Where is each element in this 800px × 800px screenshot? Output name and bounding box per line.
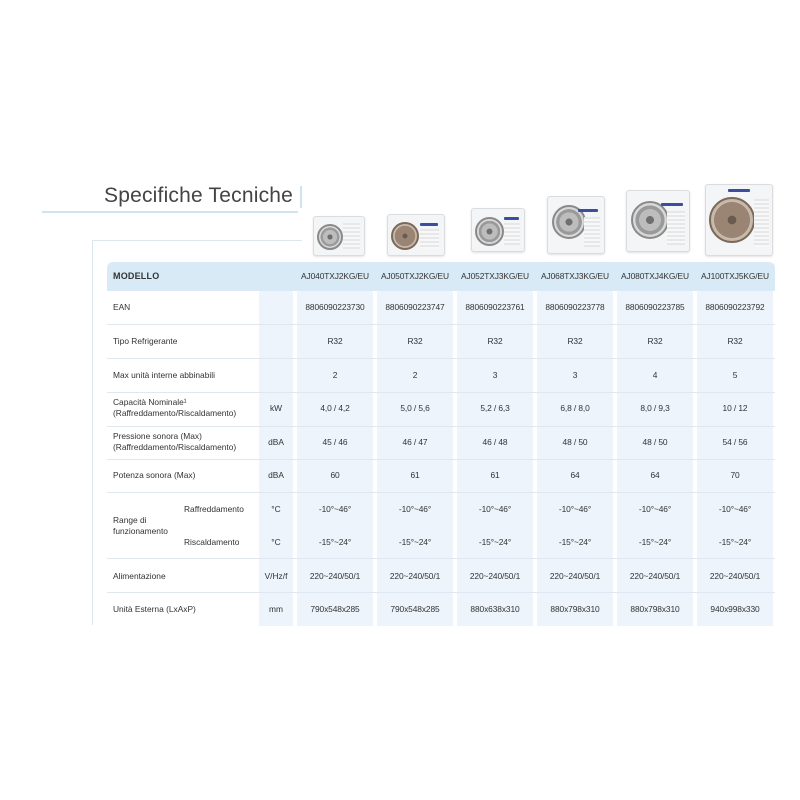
product-image-aj040 bbox=[313, 216, 365, 256]
unit-label: dBA bbox=[268, 470, 284, 480]
table-cell: 48 / 50 bbox=[642, 437, 668, 447]
row-label-cooling: Raffreddamento bbox=[184, 504, 244, 514]
table-header bbox=[107, 262, 775, 291]
table-cell: 880x798x310 bbox=[630, 604, 680, 614]
header-label: MODELLO bbox=[113, 271, 160, 281]
row-divider bbox=[107, 426, 775, 427]
table-cell: 8806090223761 bbox=[465, 302, 525, 312]
row-label-sound-pressure-sub: (Raffreddamento/Riscaldamento) bbox=[113, 442, 237, 452]
table-cell: 3 bbox=[572, 370, 578, 380]
table-cell: 790x548x285 bbox=[390, 604, 440, 614]
table-cell: 220~240/50/1 bbox=[709, 571, 761, 581]
table-cell: 220~240/50/1 bbox=[629, 571, 681, 581]
product-image-aj080 bbox=[626, 190, 690, 252]
fan-icon bbox=[475, 217, 504, 246]
table-cell: 70 bbox=[730, 470, 740, 480]
row-divider bbox=[107, 392, 775, 393]
fan-icon bbox=[709, 197, 755, 243]
table-cell: 8806090223778 bbox=[545, 302, 605, 312]
table-cell: R32 bbox=[487, 336, 503, 346]
table-cell: 8806090223792 bbox=[705, 302, 765, 312]
table-cell: 6,8 / 8,0 bbox=[560, 403, 590, 413]
unit-label: dBA bbox=[268, 437, 284, 447]
product-image-aj100 bbox=[705, 184, 773, 256]
table-cell: -10°~46° bbox=[398, 504, 432, 514]
table-cell: 5,2 / 6,3 bbox=[480, 403, 510, 413]
table-cell: 8806090223747 bbox=[385, 302, 445, 312]
row-divider bbox=[107, 592, 775, 593]
row-divider bbox=[107, 358, 775, 359]
row-label-dimensions: Unità Esterna (LxAxP) bbox=[113, 604, 196, 614]
table-cell: 790x548x285 bbox=[310, 604, 360, 614]
page-title: Specifiche Tecniche bbox=[104, 184, 294, 207]
frame-left-border bbox=[92, 240, 93, 625]
row-label-sound-pressure: Pressione sonora (Max) bbox=[113, 431, 202, 441]
table-cell: -10°~46° bbox=[718, 504, 752, 514]
fan-icon bbox=[317, 224, 343, 250]
table-cell: 8806090223785 bbox=[625, 302, 685, 312]
table-cell: 60 bbox=[330, 470, 340, 480]
header-model: AJ068TXJ3KG/EU bbox=[541, 271, 609, 281]
table-cell: 5,0 / 5,6 bbox=[400, 403, 430, 413]
row-divider bbox=[107, 324, 775, 325]
table-cell: 5 bbox=[732, 370, 738, 380]
row-label-range-sub: funzionamento bbox=[113, 526, 168, 536]
row-divider bbox=[107, 492, 775, 493]
table-cell: 61 bbox=[410, 470, 420, 480]
table-cell: 48 / 50 bbox=[562, 437, 588, 447]
table-cell: -15°~24° bbox=[478, 537, 512, 547]
table-cell: -15°~24° bbox=[718, 537, 752, 547]
row-label-max-units: Max unità interne abbinabili bbox=[113, 370, 215, 380]
header-model: AJ040TXJ2KG/EU bbox=[301, 271, 369, 281]
product-image-aj068 bbox=[547, 196, 605, 254]
table-cell: 4,0 / 4,2 bbox=[320, 403, 350, 413]
header-model: AJ052TXJ3KG/EU bbox=[461, 271, 529, 281]
table-cell: -15°~24° bbox=[398, 537, 432, 547]
row-label-capacity: Capacità Nominale¹ bbox=[113, 397, 187, 407]
table-cell: 54 / 56 bbox=[722, 437, 748, 447]
fan-icon bbox=[391, 222, 419, 250]
table-cell: -15°~24° bbox=[638, 537, 672, 547]
unit-label: kW bbox=[269, 403, 283, 413]
table-cell: 4 bbox=[652, 370, 658, 380]
table-cell: 880x798x310 bbox=[550, 604, 600, 614]
unit-label: °C bbox=[271, 504, 281, 514]
table-cell: -10°~46° bbox=[318, 504, 352, 514]
title-divider bbox=[300, 186, 302, 208]
table-cell: R32 bbox=[407, 336, 423, 346]
table-cell: -10°~46° bbox=[478, 504, 512, 514]
product-image-aj052 bbox=[471, 208, 525, 252]
table-cell: 10 / 12 bbox=[722, 403, 748, 413]
table-cell: 220~240/50/1 bbox=[309, 571, 361, 581]
table-cell: 45 / 46 bbox=[322, 437, 348, 447]
table-cell: 64 bbox=[570, 470, 580, 480]
table-cell: 880x638x310 bbox=[470, 604, 520, 614]
row-label-refrigerant: Tipo Refrigerante bbox=[113, 336, 178, 346]
unit-label: V/Hz/f bbox=[264, 571, 288, 581]
product-image-aj050 bbox=[387, 214, 445, 256]
fan-icon bbox=[631, 201, 669, 239]
table-cell: -10°~46° bbox=[638, 504, 672, 514]
table-cell: 2 bbox=[412, 370, 418, 380]
table-cell: -15°~24° bbox=[318, 537, 352, 547]
row-label-sound-power: Potenza sonora (Max) bbox=[113, 470, 196, 480]
table-cell: 8806090223730 bbox=[305, 302, 365, 312]
table-cell: 3 bbox=[492, 370, 498, 380]
table-cell: R32 bbox=[727, 336, 743, 346]
table-cell: 2 bbox=[332, 370, 338, 380]
row-label-ean: EAN bbox=[113, 302, 131, 312]
table-cell: 46 / 48 bbox=[482, 437, 508, 447]
table-cell: 8,0 / 9,3 bbox=[640, 403, 670, 413]
row-label-capacity-sub: (Raffreddamento/Riscaldamento) bbox=[113, 408, 237, 418]
table-cell: -10°~46° bbox=[558, 504, 592, 514]
frame-top-border bbox=[92, 240, 302, 241]
table-cell: 64 bbox=[650, 470, 660, 480]
table-cell: -15°~24° bbox=[558, 537, 592, 547]
row-label-range: Range di bbox=[113, 515, 147, 525]
table-cell: 46 / 47 bbox=[402, 437, 428, 447]
row-label-power-supply: Alimentazione bbox=[113, 571, 166, 581]
unit-label: mm bbox=[269, 604, 283, 614]
table-cell: 940x998x330 bbox=[710, 604, 760, 614]
header-model: AJ050TXJ2KG/EU bbox=[381, 271, 449, 281]
row-label-heating: Riscaldamento bbox=[184, 537, 240, 547]
spec-table bbox=[107, 262, 775, 626]
title-underline bbox=[42, 211, 298, 213]
unit-label: °C bbox=[271, 537, 281, 547]
row-divider bbox=[107, 558, 775, 559]
header-model: AJ100TXJ5KG/EU bbox=[701, 271, 769, 281]
table-cell: 61 bbox=[490, 470, 500, 480]
table-cell: R32 bbox=[567, 336, 583, 346]
table-cell: R32 bbox=[647, 336, 663, 346]
table-cell: 220~240/50/1 bbox=[549, 571, 601, 581]
table-cell: R32 bbox=[327, 336, 343, 346]
table-cell: 220~240/50/1 bbox=[389, 571, 441, 581]
header-model: AJ080TXJ4KG/EU bbox=[621, 271, 689, 281]
table-cell: 220~240/50/1 bbox=[469, 571, 521, 581]
row-divider bbox=[107, 459, 775, 460]
